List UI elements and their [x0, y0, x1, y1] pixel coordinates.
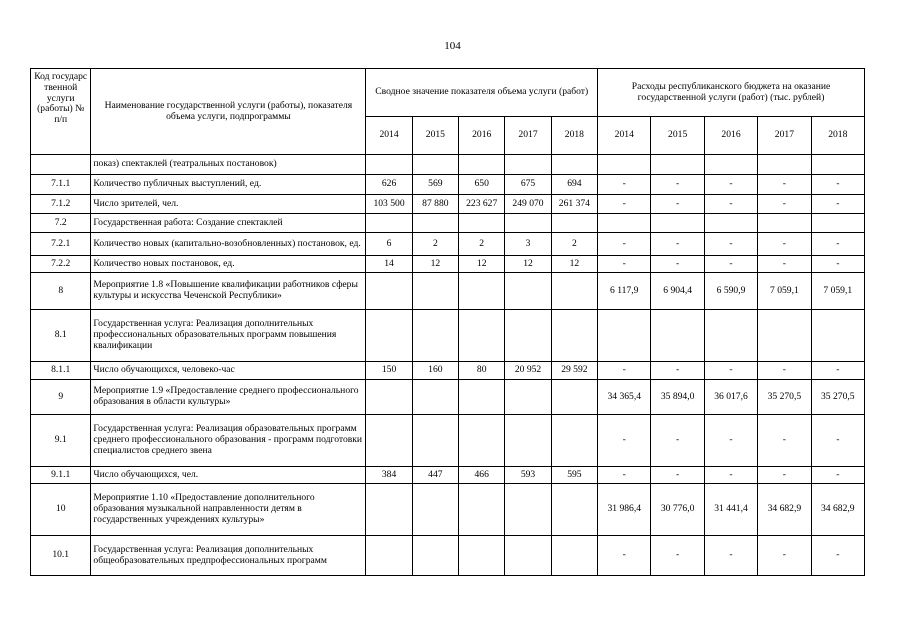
header-budget-year: 2014: [598, 117, 651, 155]
row-budget-value: -: [704, 467, 757, 484]
row-code: 9.1.1: [31, 467, 91, 484]
table-row: [31, 256, 865, 273]
row-volume-value: [366, 415, 412, 467]
row-volume-value: [505, 484, 551, 536]
row-name: Мероприятие 1.10 «Предоставление дополнительного образования музыкальной направленности детям в государственных учреждениях культуры»: [91, 484, 366, 536]
row-budget-value: [811, 155, 864, 175]
row-budget-value: -: [704, 536, 757, 576]
row-volume-value: 29 592: [551, 362, 597, 380]
row-volume-value: [412, 155, 458, 175]
row-volume-value: [366, 310, 412, 362]
row-volume-value: [551, 310, 597, 362]
header-budget-year: 2017: [758, 117, 811, 155]
row-budget-value: 35 270,5: [758, 380, 811, 415]
row-budget-value: -: [704, 195, 757, 214]
header-volume-year: 2014: [366, 117, 412, 155]
table-row: [31, 484, 865, 536]
row-budget-value: -: [758, 256, 811, 273]
row-budget-value: -: [651, 233, 704, 256]
row-volume-value: 103 500: [366, 195, 412, 214]
row-volume-value: [412, 415, 458, 467]
row-budget-value: -: [651, 256, 704, 273]
row-budget-value: 6 590,9: [704, 273, 757, 310]
row-budget-value: [598, 155, 651, 175]
row-code: 9: [31, 380, 91, 415]
row-budget-value: -: [598, 415, 651, 467]
row-name: Государственная услуга: Реализация образовательных программ среднего профессионального образования - программ подготовки специалистов среднего звена: [91, 415, 366, 467]
row-volume-value: 3: [505, 233, 551, 256]
row-volume-value: [505, 536, 551, 576]
row-volume-value: 626: [366, 175, 412, 195]
row-volume-value: 384: [366, 467, 412, 484]
row-name: показ) спектаклей (театральных постановок): [91, 155, 366, 175]
row-volume-value: 12: [551, 256, 597, 273]
row-volume-value: [551, 484, 597, 536]
row-volume-value: [551, 155, 597, 175]
row-volume-value: [459, 484, 505, 536]
row-volume-value: 569: [412, 175, 458, 195]
row-budget-value: -: [811, 175, 864, 195]
row-volume-value: [366, 214, 412, 233]
row-volume-value: 14: [366, 256, 412, 273]
row-volume-value: [366, 536, 412, 576]
row-volume-value: [366, 273, 412, 310]
row-code: 9.1: [31, 415, 91, 467]
row-budget-value: 7 059,1: [758, 273, 811, 310]
table-header: [31, 69, 865, 155]
row-volume-value: [551, 380, 597, 415]
table-row: [31, 273, 865, 310]
row-name: Количество публичных выступлений, ед.: [91, 175, 366, 195]
row-budget-value: -: [758, 175, 811, 195]
row-budget-value: -: [811, 362, 864, 380]
row-budget-value: -: [598, 467, 651, 484]
row-budget-value: -: [811, 256, 864, 273]
row-volume-value: [505, 214, 551, 233]
row-budget-value: -: [651, 536, 704, 576]
table-row: [31, 175, 865, 195]
row-volume-value: [459, 273, 505, 310]
row-volume-value: [459, 536, 505, 576]
row-volume-value: [505, 155, 551, 175]
row-budget-value: -: [651, 362, 704, 380]
header-volume-year: 2016: [459, 117, 505, 155]
row-budget-value: -: [651, 175, 704, 195]
row-volume-value: 87 880: [412, 195, 458, 214]
row-name: Количество новых (капитально-возобновленных) постановок, ед.: [91, 233, 366, 256]
row-budget-value: 30 776,0: [651, 484, 704, 536]
row-volume-value: [459, 380, 505, 415]
row-budget-value: 7 059,1: [811, 273, 864, 310]
row-code: 8.1.1: [31, 362, 91, 380]
header-volume-group: Сводное значение показателя объема услуги (работ): [366, 69, 598, 117]
header-name: Наименование государственной услуги (работы), показателя объема услуги, подпрограммы: [91, 69, 366, 155]
row-volume-value: 12: [459, 256, 505, 273]
row-budget-value: [598, 310, 651, 362]
row-name: Государственная работа: Создание спектаклей: [91, 214, 366, 233]
row-budget-value: [811, 214, 864, 233]
row-volume-value: [366, 380, 412, 415]
row-budget-value: [598, 214, 651, 233]
row-volume-value: 249 070: [505, 195, 551, 214]
row-volume-value: [505, 415, 551, 467]
row-volume-value: [412, 273, 458, 310]
row-volume-value: [412, 310, 458, 362]
table-row: [31, 233, 865, 256]
row-budget-value: 31 986,4: [598, 484, 651, 536]
row-budget-value: [651, 155, 704, 175]
row-volume-value: [505, 380, 551, 415]
row-name: Государственная услуга: Реализация дополнительных общеобразовательных предпрофессиональных программ: [91, 536, 366, 576]
row-volume-value: [366, 155, 412, 175]
table-body: [31, 155, 865, 576]
row-volume-value: 160: [412, 362, 458, 380]
row-volume-value: [551, 415, 597, 467]
row-name: Мероприятие 1.9 «Предоставление среднего профессионального образования в области культуры»: [91, 380, 366, 415]
row-budget-value: [758, 310, 811, 362]
row-budget-value: [758, 214, 811, 233]
row-code: [31, 155, 91, 175]
row-budget-value: [758, 155, 811, 175]
header-volume-year: 2015: [412, 117, 458, 155]
row-budget-value: -: [811, 195, 864, 214]
row-volume-value: [412, 214, 458, 233]
row-budget-value: -: [758, 536, 811, 576]
header-budget-year: 2016: [704, 117, 757, 155]
row-volume-value: 650: [459, 175, 505, 195]
table-row: [31, 536, 865, 576]
row-budget-value: -: [651, 195, 704, 214]
row-budget-value: [651, 310, 704, 362]
table-row: [31, 155, 865, 175]
row-code: 10: [31, 484, 91, 536]
row-budget-value: 35 894,0: [651, 380, 704, 415]
row-volume-value: [551, 273, 597, 310]
row-code: 7.2.2: [31, 256, 91, 273]
row-name: Количество новых постановок, ед.: [91, 256, 366, 273]
row-budget-value: 34 365,4: [598, 380, 651, 415]
row-budget-value: -: [704, 362, 757, 380]
table-row: [31, 310, 865, 362]
row-volume-value: [551, 536, 597, 576]
row-volume-value: 593: [505, 467, 551, 484]
header-budget-year: 2018: [811, 117, 864, 155]
table-row: [31, 380, 865, 415]
row-volume-value: 12: [412, 256, 458, 273]
row-volume-value: [459, 310, 505, 362]
row-volume-value: 12: [505, 256, 551, 273]
row-volume-value: 6: [366, 233, 412, 256]
row-budget-value: 35 270,5: [811, 380, 864, 415]
row-volume-value: 20 952: [505, 362, 551, 380]
row-name: Государственная услуга: Реализация дополнительных профессиональных образовательных программ повышения квалификации: [91, 310, 366, 362]
row-budget-value: [704, 310, 757, 362]
header-volume-year: 2017: [505, 117, 551, 155]
row-volume-value: 2: [551, 233, 597, 256]
row-name: Число обучающихся, чел.: [91, 467, 366, 484]
row-budget-value: 6 904,4: [651, 273, 704, 310]
row-volume-value: 466: [459, 467, 505, 484]
row-budget-value: -: [811, 233, 864, 256]
header-budget-year: 2015: [651, 117, 704, 155]
row-budget-value: -: [811, 467, 864, 484]
table-row: [31, 195, 865, 214]
row-budget-value: 6 117,9: [598, 273, 651, 310]
row-code: 7.1.2: [31, 195, 91, 214]
row-budget-value: -: [598, 233, 651, 256]
row-volume-value: 150: [366, 362, 412, 380]
row-code: 8: [31, 273, 91, 310]
row-volume-value: [412, 484, 458, 536]
row-name: Число обучающихся, человеко-час: [91, 362, 366, 380]
row-budget-value: -: [811, 536, 864, 576]
row-volume-value: 595: [551, 467, 597, 484]
row-volume-value: 675: [505, 175, 551, 195]
table-row: [31, 362, 865, 380]
row-budget-value: 31 441,4: [704, 484, 757, 536]
row-volume-value: [505, 273, 551, 310]
row-budget-value: -: [598, 362, 651, 380]
row-volume-value: 2: [459, 233, 505, 256]
table-row: [31, 214, 865, 233]
row-budget-value: -: [651, 467, 704, 484]
row-budget-value: -: [758, 415, 811, 467]
row-budget-value: [651, 214, 704, 233]
row-budget-value: -: [704, 175, 757, 195]
row-volume-value: [505, 310, 551, 362]
row-volume-value: 223 627: [459, 195, 505, 214]
row-budget-value: -: [811, 415, 864, 467]
row-code: 10.1: [31, 536, 91, 576]
services-table: [30, 68, 865, 576]
row-budget-value: 34 682,9: [758, 484, 811, 536]
row-code: 7.1.1: [31, 175, 91, 195]
row-code: 8.1: [31, 310, 91, 362]
table-row: [31, 415, 865, 467]
row-volume-value: 694: [551, 175, 597, 195]
row-name: Мероприятие 1.8 «Повышение квалификации работников сферы культуры и искусства Чеченской Республики»: [91, 273, 366, 310]
row-budget-value: -: [758, 195, 811, 214]
row-budget-value: -: [598, 175, 651, 195]
row-budget-value: -: [758, 362, 811, 380]
row-volume-value: 261 374: [551, 195, 597, 214]
row-code: 7.2: [31, 214, 91, 233]
row-budget-value: [704, 214, 757, 233]
row-volume-value: 2: [412, 233, 458, 256]
row-budget-value: 34 682,9: [811, 484, 864, 536]
row-budget-value: -: [758, 467, 811, 484]
row-volume-value: 80: [459, 362, 505, 380]
row-volume-value: [551, 214, 597, 233]
row-volume-value: [412, 536, 458, 576]
row-volume-value: [412, 380, 458, 415]
row-budget-value: -: [758, 233, 811, 256]
row-budget-value: -: [704, 415, 757, 467]
header-budget-group: Расходы республиканского бюджета на оказание государственной услуги (работ) (тыс. рублей): [598, 69, 865, 117]
row-budget-value: -: [598, 536, 651, 576]
row-volume-value: 447: [412, 467, 458, 484]
row-code: 7.2.1: [31, 233, 91, 256]
table-row: [31, 467, 865, 484]
page-number: 104: [444, 40, 461, 52]
header-volume-year: 2018: [551, 117, 597, 155]
row-volume-value: [459, 214, 505, 233]
row-volume-value: [459, 415, 505, 467]
row-budget-value: -: [704, 256, 757, 273]
row-budget-value: -: [704, 233, 757, 256]
row-volume-value: [366, 484, 412, 536]
row-budget-value: 36 017,6: [704, 380, 757, 415]
row-name: Число зрителей, чел.: [91, 195, 366, 214]
header-code: Код государс твенной услуги (работы) № п/п: [31, 69, 91, 155]
row-budget-value: [811, 310, 864, 362]
row-budget-value: -: [598, 195, 651, 214]
row-budget-value: -: [598, 256, 651, 273]
row-budget-value: [704, 155, 757, 175]
row-budget-value: -: [651, 415, 704, 467]
row-volume-value: [459, 155, 505, 175]
